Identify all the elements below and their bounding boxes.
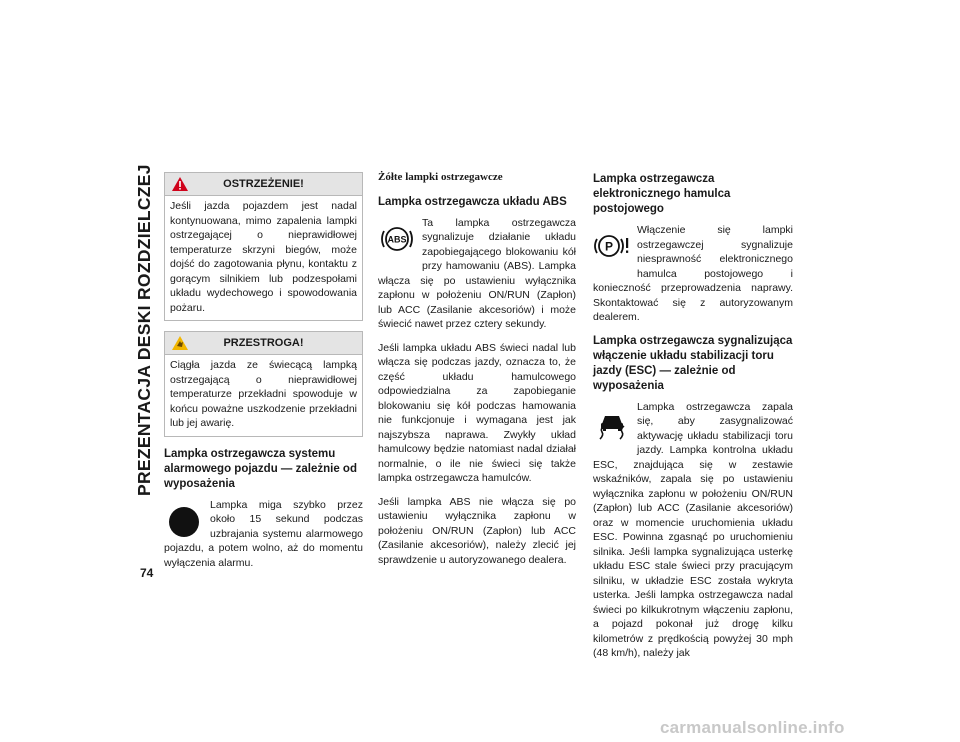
security-alarm-heading: Lampka ostrzegawcza systemu alarmowego pojazdu — zależnie od wyposażenia — [164, 447, 357, 490]
parking-brake-icon — [593, 227, 631, 265]
abs-paragraph-2: Jeśli lampka układu ABS świeci nadal lub włącza się podczas jazdy, oznacza to, że część układu hamulcowego odpowiedzialna za zapobieganie blokowaniu się kół podczas hamowania nie funkcjonuje i wymagana jest jak najszybsza naprawa. Zwykły układ hamulcowy będzie natomiast nadal działał normalnie, o ile nie świeci się także lampka ostrzegawcza hamulców. — [378, 341, 576, 484]
yellow-lamps-heading: Żółte lampki ostrzegawcze — [378, 171, 503, 183]
caution-triangle-icon — [171, 335, 189, 351]
security-alarm-icon — [168, 506, 200, 538]
warning-box — [164, 172, 363, 321]
watermark: carmanualsonline.info — [660, 718, 845, 737]
caution-box-text: Ciągła jazda ze świecącą lampką ostrzegającą o nieprawidłowej temperaturze przekładni spowoduje w końcu poważne uszkodzenie przekładni lub jej awarię. — [170, 359, 357, 429]
page-number: 74 — [140, 566, 154, 580]
caution-box — [164, 331, 363, 437]
parking-brake-heading: Lampka ostrzegawcza elektronicznego hamulca postojowego — [593, 173, 731, 215]
esc-text: Lampka ostrzegawcza zapala się, aby zasygnalizować aktywację układu stabilizacji toru jazdy. Lampka kontrolna układu ESC, znajdująca się w zestawie wskaźników, zapala się po ustawieniu wyłącznika zapłonu w położeniu ON/RUN (Zapłon) lub ACC (Zasilanie akcesoriów) oraz w momencie uruchomienia układu ESC. Powinna zgasnąć po uruchomieniu silnika. Jeśli lampka sygnalizująca usterkę układu ESC stale świeci przy pracującym silniku, w układzie ESC została wykryta usterka. Jeśli lampka ostrzegawcza nadal świeci po kilkukrotnym włączeniu zapłonu, a pojazd pokonał już drogę kilku kilometrów z prędkością powyżej 30 mph (48 km/h), należy jak — [593, 400, 793, 659]
column-right — [593, 172, 793, 670]
esc-icon — [593, 404, 631, 442]
warning-triangle-icon — [171, 176, 189, 192]
chapter-sidebar — [133, 166, 163, 496]
security-alarm-text: Lampka miga szybko przez około 15 sekund podczas uzbrajania systemu alarmowego pojazdu, a potem wolno, aż do momentu wyłączenia alarmu. — [164, 498, 363, 569]
abs-paragraph-1: Ta lampka ostrzegawcza sygnalizuje działanie układu zapobiegającego blokowaniu kół przy hamowaniu (ABS). Lampka włącza się po ustawieniu wyłącznika zapłonu w położeniu ON/RUN (Zapłon) lub ACC (Zasilanie akcesoriów) i może świecić nawet przez cztery sekundy. — [378, 216, 576, 330]
chapter-title: PREZENTACJA DESKI ROZDZIELCZEJ — [134, 164, 154, 496]
abs-heading: Lampka ostrzegawcza układu ABS — [378, 195, 567, 208]
column-left — [164, 172, 363, 579]
abs-paragraph-3: Jeśli lampka ABS nie włącza się po ustawieniu wyłącznika zapłonu w położeniu ON/RUN (Zapłon) lub ACC (Zasilanie akcesoriów), należy zlecić jej sprawdzenie u autoryzowanego dealera. — [378, 495, 576, 566]
column-middle — [378, 172, 576, 576]
parking-brake-icon-label: P — [604, 239, 614, 254]
warning-box-title: OSTRZEŻENIE! — [223, 178, 304, 190]
parking-brake-text: Włączenie się lampki ostrzegawczej sygnalizuje niesprawność elektronicznego hamulca postojowego i konieczność przeprowadzenia naprawy. Skontaktować się z autoryzowanym dealerem. — [593, 224, 793, 323]
abs-icon-label: ABS — [387, 234, 407, 244]
abs-icon — [378, 220, 416, 258]
warning-box-text: Jeśli jazda pojazdem jest nadal kontynuowana, mimo zapalenia lampki ostrzegającej o nieprawidłowej temperaturze skrzyni biegów, może dojść do zagotowania płynu, kontaktu z gorącym silnikiem lub podzespołami układu wydechowego i spowodowania pożaru. — [170, 200, 357, 314]
warning-box-header — [165, 173, 362, 196]
esc-heading: Lampka ostrzegawcza sygnalizująca włączenie układu stabilizacji toru jazdy (ESC) — zależnie od wyposażenia — [593, 334, 793, 392]
caution-box-title: PRZESTROGA! — [223, 337, 304, 349]
caution-box-header — [165, 332, 362, 355]
